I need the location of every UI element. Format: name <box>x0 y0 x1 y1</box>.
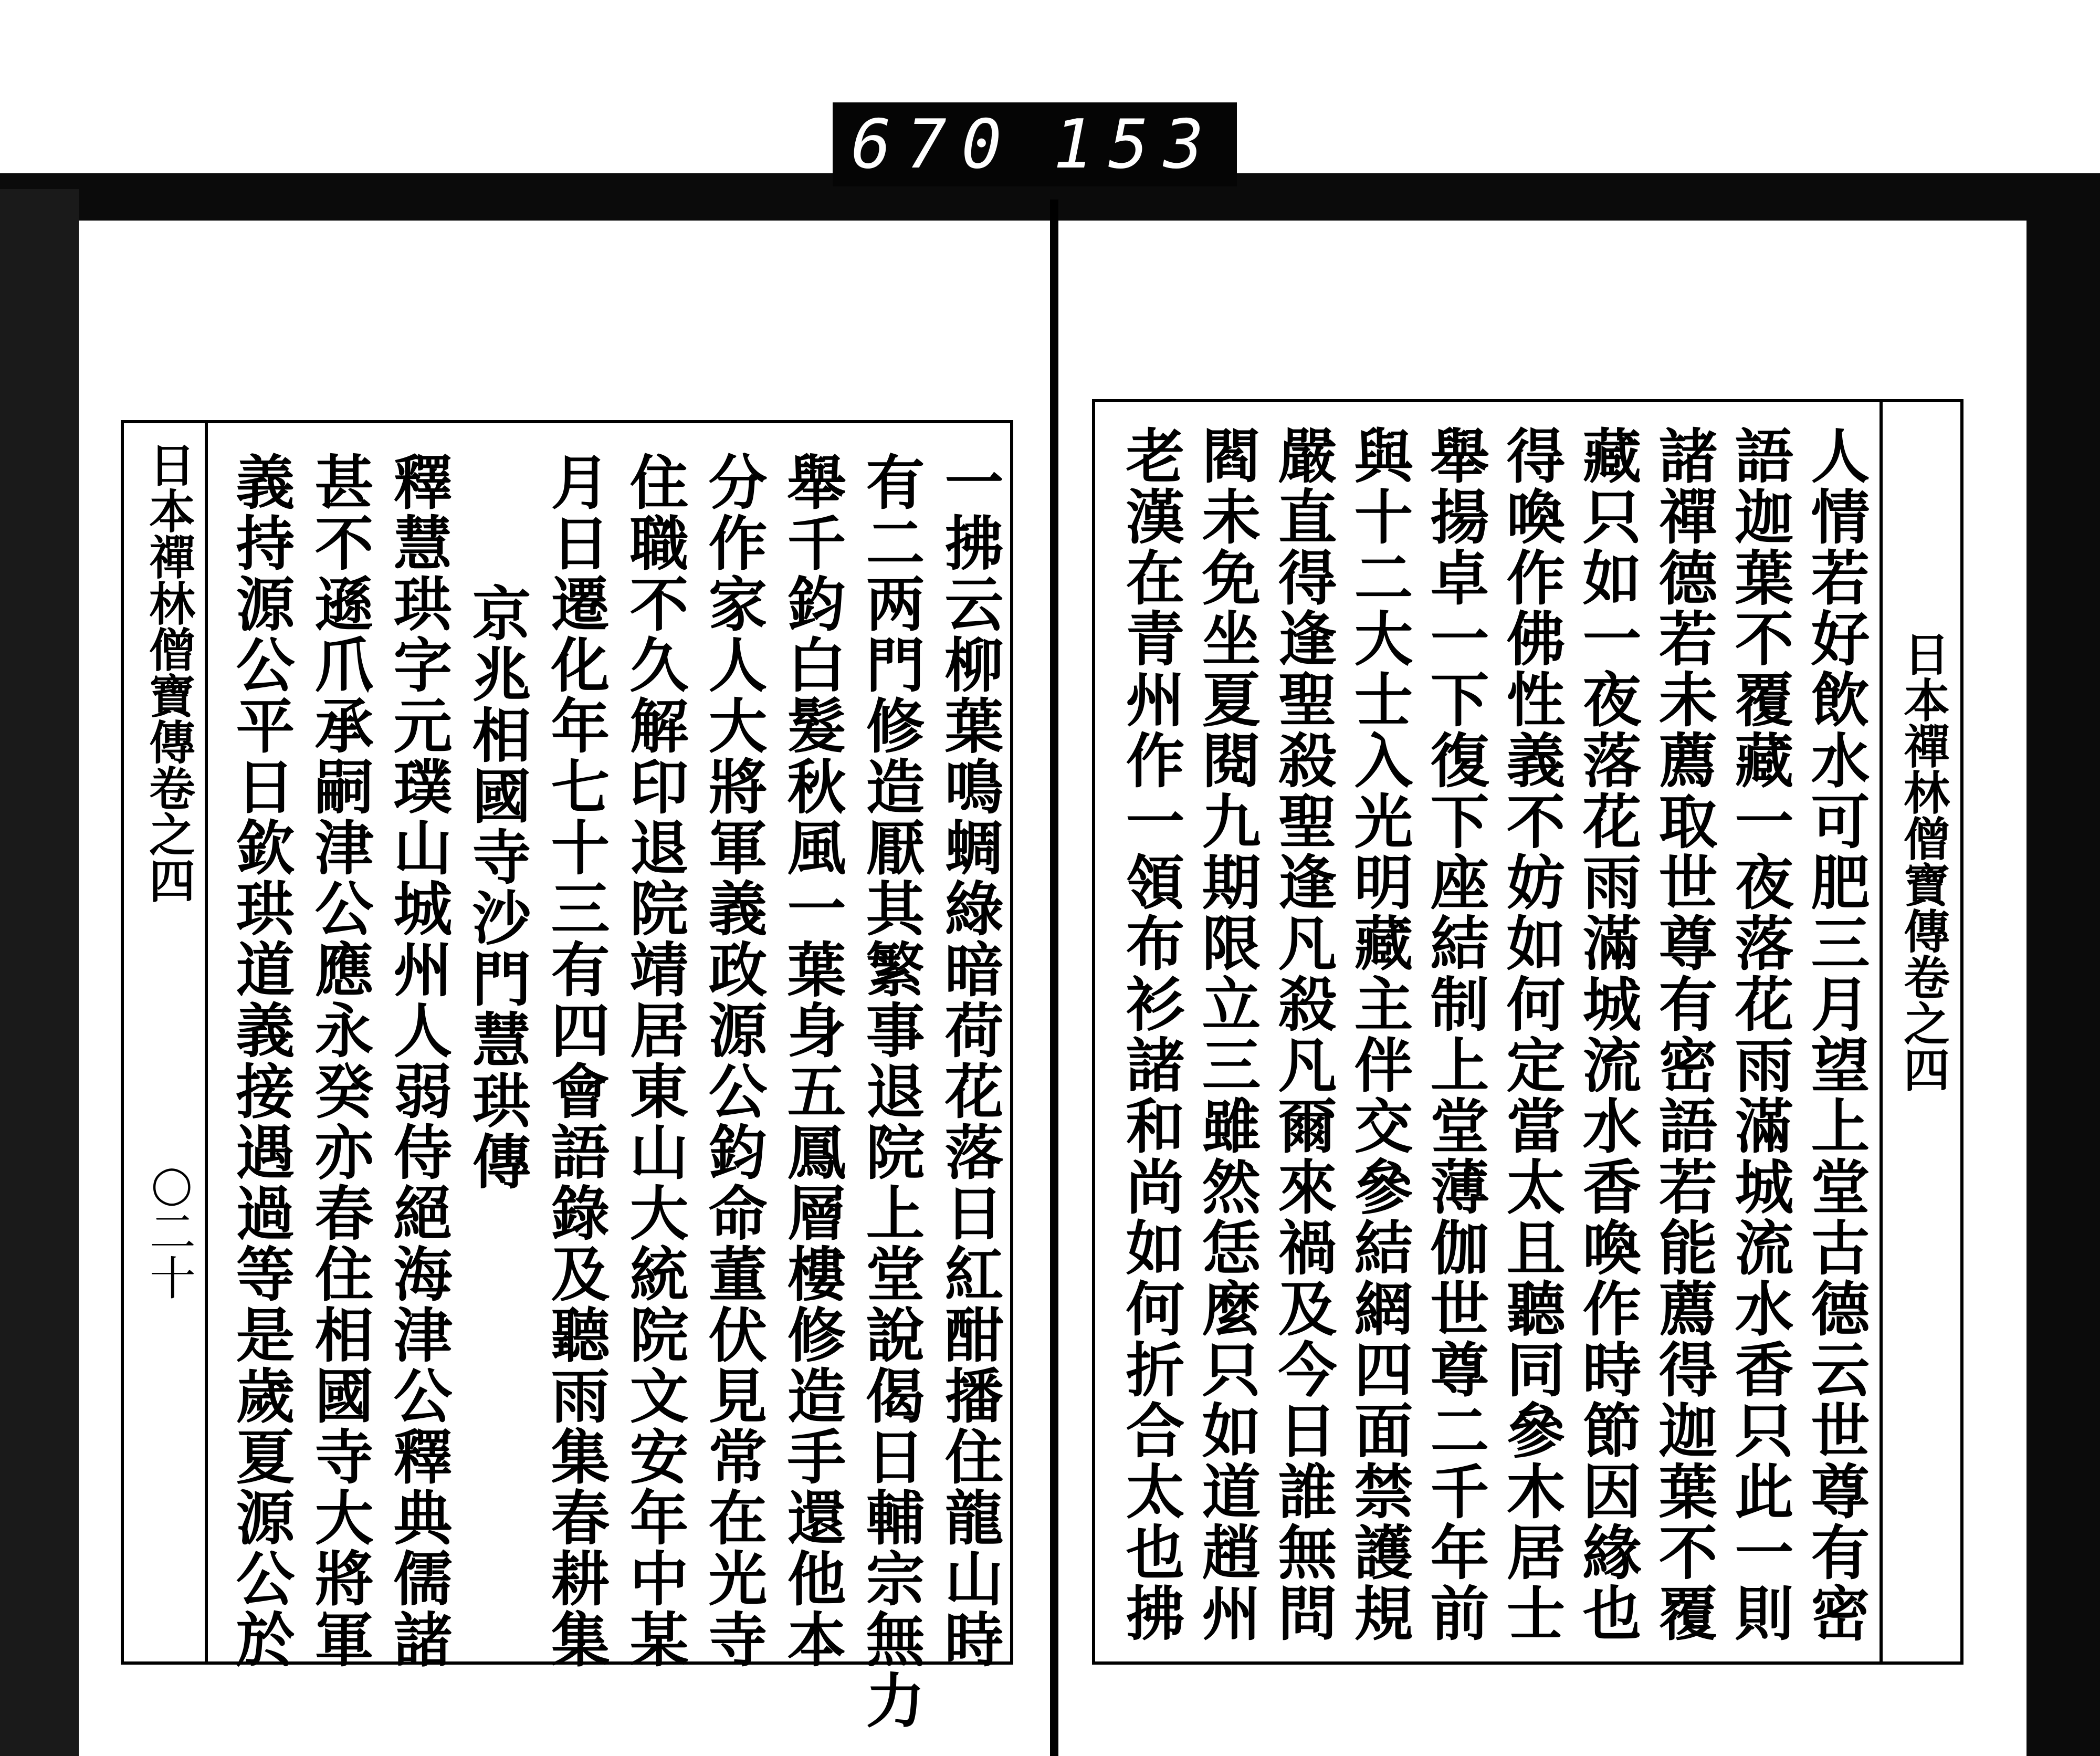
left-column-7: 京兆相國寺沙門慧珙傳 <box>463 583 531 1192</box>
right-column-4: 藏只如一夜落花雨滿城流水香喚作時節因緣也 <box>1573 425 1642 1644</box>
left-column-3: 舉千鈞白髮秋風一葉身五鳳層樓修造手還他本 <box>778 452 846 1670</box>
left-column-2: 有二两門修造厭其繁事退院上堂說偈日輔宗無力 <box>856 452 925 1731</box>
scan-border-right <box>2026 189 2100 1756</box>
right-page-fold-rule <box>1880 399 1883 1665</box>
right-column-9: 閻未免坐夏閱九期限立三雖然恁麼只如道趙州 <box>1192 425 1261 1644</box>
left-margin-title: 日本禪林僧寶傳卷之四 <box>142 441 196 903</box>
left-column-5: 住職不久解印退院靖居東山大統院文安年中某 <box>620 452 689 1670</box>
book-gutter <box>1050 200 1058 1756</box>
right-column-2: 語迦葉不覆藏一夜落花雨滿城流水香只此一則 <box>1725 425 1794 1644</box>
right-column-3: 諸禪德若未薦取世尊有密語若能薦得迦葉不覆 <box>1649 425 1718 1644</box>
right-column-7: 與十二大士入光明藏主伴交參結網四面禁護規 <box>1345 425 1413 1644</box>
right-column-8: 嚴直得逢聖殺聖逢凡殺凡爾來禍及今日誰無問 <box>1268 425 1337 1644</box>
left-page <box>79 221 1055 1743</box>
left-column-4: 分作家人大將軍義政源公鈞命董伏見常在光寺 <box>699 452 768 1670</box>
label-left-number: 670 <box>850 105 1017 184</box>
scan-border-left <box>0 189 79 1756</box>
left-page-fold-rule <box>205 420 208 1665</box>
left-column-1: 一拂云柳葉鳴蜩綠暗荷花落日紅酣播住龍山時 <box>935 452 1004 1670</box>
left-fishtail-mark: ◯ <box>151 1163 193 1206</box>
left-column-8: 釋慧珙字元璞山城州人弱侍絕海津公釋典儒諸 <box>384 452 453 1670</box>
left-column-9: 甚不遜爪承嗣津公應永癸亦春住相國寺大將軍 <box>305 452 374 1670</box>
right-margin-title: 日本禪林僧寶傳卷之四 <box>1896 630 1951 1092</box>
right-column-1: 人情若好飲水可肥三月望上堂古德云世尊有密 <box>1801 425 1870 1644</box>
right-column-6: 舉揚卓一下復下座結制上堂薄伽世尊二千年前 <box>1421 425 1489 1644</box>
left-column-6: 月日遷化年七十三有四會語錄及聽雨集春耕集 <box>541 452 610 1670</box>
left-folio-number: 二十 <box>142 1208 196 1300</box>
archive-label <box>833 102 1237 186</box>
left-column-10: 義持源公平日欽珙道義接遇過等是歲夏源公於 <box>226 452 295 1670</box>
right-page <box>1071 221 2026 1743</box>
right-column-10: 老漢在青州作一領布衫諸和尚如何折合太也拂 <box>1116 425 1185 1644</box>
right-column-5: 得喚作佛性義不妨如何定當太且聽同參木居士 <box>1497 425 1566 1644</box>
label-right-number: 153 <box>1053 105 1219 184</box>
